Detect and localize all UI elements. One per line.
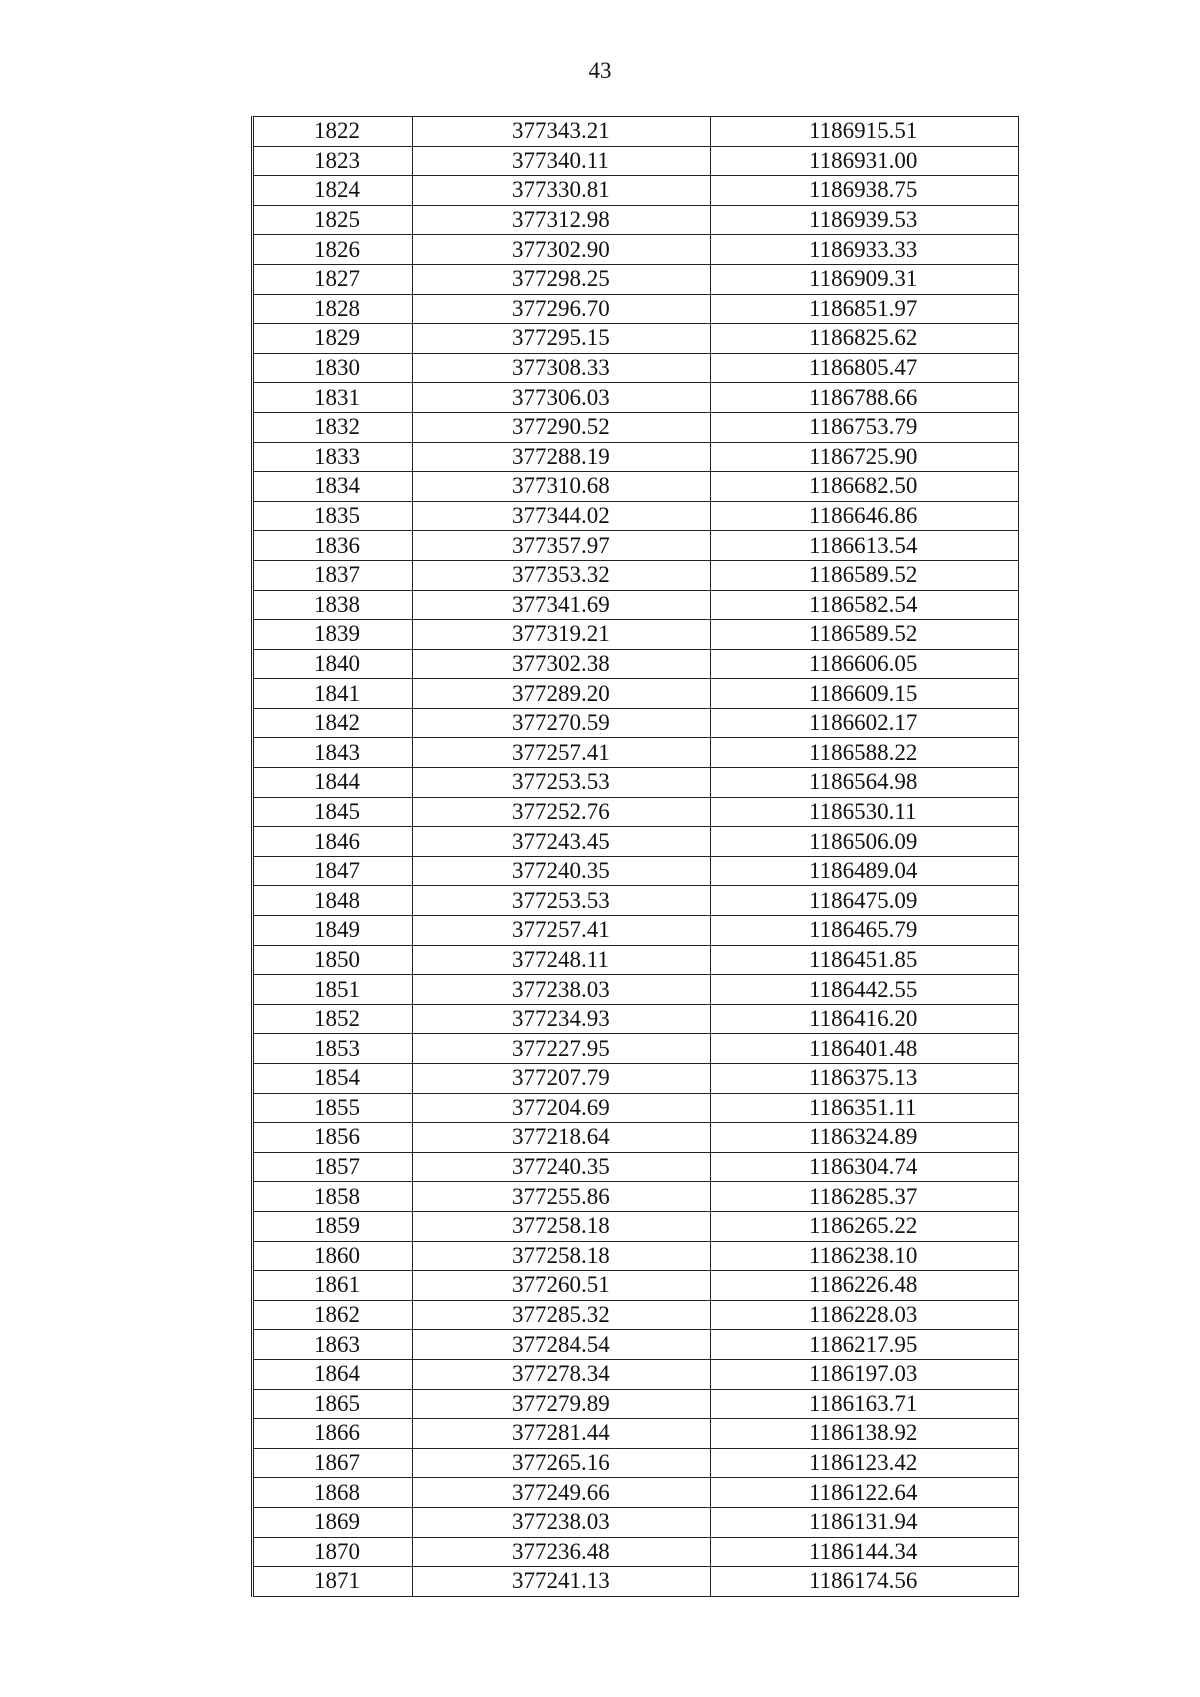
x-coordinate-cell: 377243.45 (413, 827, 711, 857)
table-row (253, 1093, 1019, 1123)
x-coordinate-cell: 377319.21 (413, 620, 711, 650)
table-row (253, 1241, 1019, 1271)
point-number-cell: 1842 (253, 708, 413, 738)
table-row (253, 324, 1019, 354)
table-row (253, 1211, 1019, 1241)
y-coordinate-cell: 1186646.86 (711, 501, 1019, 531)
x-coordinate-cell: 377344.02 (413, 501, 711, 531)
table-row (253, 1478, 1019, 1508)
point-number-cell: 1841 (253, 679, 413, 709)
x-coordinate-cell: 377236.48 (413, 1537, 711, 1567)
table-row (253, 916, 1019, 946)
x-coordinate-cell: 377257.41 (413, 916, 711, 946)
table-row (253, 1034, 1019, 1064)
point-number-cell: 1853 (253, 1034, 413, 1064)
x-coordinate-cell: 377310.68 (413, 472, 711, 502)
x-coordinate-cell: 377281.44 (413, 1419, 711, 1449)
x-coordinate-cell: 377255.86 (413, 1182, 711, 1212)
table-row (253, 264, 1019, 294)
x-coordinate-cell: 377258.18 (413, 1211, 711, 1241)
table-row (253, 1123, 1019, 1153)
y-coordinate-cell: 1186589.52 (711, 620, 1019, 650)
point-number-cell: 1869 (253, 1507, 413, 1537)
y-coordinate-cell: 1186909.31 (711, 264, 1019, 294)
y-coordinate-cell: 1186939.53 (711, 205, 1019, 235)
y-coordinate-cell: 1186122.64 (711, 1478, 1019, 1508)
point-number-cell: 1856 (253, 1123, 413, 1153)
point-number-cell: 1826 (253, 235, 413, 265)
table-row (253, 146, 1019, 176)
x-coordinate-cell: 377253.53 (413, 886, 711, 916)
x-coordinate-cell: 377258.18 (413, 1241, 711, 1271)
point-number-cell: 1865 (253, 1389, 413, 1419)
x-coordinate-cell: 377248.11 (413, 945, 711, 975)
point-number-cell: 1852 (253, 1004, 413, 1034)
x-coordinate-cell: 377249.66 (413, 1478, 711, 1508)
y-coordinate-cell: 1186401.48 (711, 1034, 1019, 1064)
point-number-cell: 1855 (253, 1093, 413, 1123)
y-coordinate-cell: 1186416.20 (711, 1004, 1019, 1034)
x-coordinate-cell: 377302.38 (413, 649, 711, 679)
x-coordinate-cell: 377265.16 (413, 1448, 711, 1478)
y-coordinate-cell: 1186226.48 (711, 1271, 1019, 1301)
x-coordinate-cell: 377227.95 (413, 1034, 711, 1064)
x-coordinate-cell: 377240.35 (413, 1152, 711, 1182)
table-row (253, 1507, 1019, 1537)
table-row (253, 1537, 1019, 1567)
y-coordinate-cell: 1186138.92 (711, 1419, 1019, 1449)
x-coordinate-cell: 377260.51 (413, 1271, 711, 1301)
x-coordinate-cell: 377312.98 (413, 205, 711, 235)
y-coordinate-cell: 1186606.05 (711, 649, 1019, 679)
y-coordinate-cell: 1186144.34 (711, 1537, 1019, 1567)
point-number-cell: 1832 (253, 412, 413, 442)
table-row (253, 620, 1019, 650)
point-number-cell: 1831 (253, 383, 413, 413)
point-number-cell: 1840 (253, 649, 413, 679)
point-number-cell: 1861 (253, 1271, 413, 1301)
point-number-cell: 1846 (253, 827, 413, 857)
y-coordinate-cell: 1186238.10 (711, 1241, 1019, 1271)
x-coordinate-cell: 377238.03 (413, 1507, 711, 1537)
point-number-cell: 1835 (253, 501, 413, 531)
table-row (253, 708, 1019, 738)
y-coordinate-cell: 1186725.90 (711, 442, 1019, 472)
table-row (253, 1152, 1019, 1182)
point-number-cell: 1839 (253, 620, 413, 650)
y-coordinate-cell: 1186931.00 (711, 146, 1019, 176)
x-coordinate-cell: 377218.64 (413, 1123, 711, 1153)
point-number-cell: 1837 (253, 560, 413, 590)
point-number-cell: 1870 (253, 1537, 413, 1567)
table-row (253, 1389, 1019, 1419)
y-coordinate-cell: 1186602.17 (711, 708, 1019, 738)
table-row (253, 679, 1019, 709)
table-row (253, 827, 1019, 857)
x-coordinate-cell: 377341.69 (413, 590, 711, 620)
y-coordinate-cell: 1186588.22 (711, 738, 1019, 768)
x-coordinate-cell: 377278.34 (413, 1359, 711, 1389)
table-row (253, 442, 1019, 472)
x-coordinate-cell: 377252.76 (413, 797, 711, 827)
point-number-cell: 1863 (253, 1330, 413, 1360)
y-coordinate-cell: 1186324.89 (711, 1123, 1019, 1153)
y-coordinate-cell: 1186938.75 (711, 176, 1019, 206)
y-coordinate-cell: 1186163.71 (711, 1389, 1019, 1419)
x-coordinate-cell: 377330.81 (413, 176, 711, 206)
x-coordinate-cell: 377204.69 (413, 1093, 711, 1123)
table-row (253, 176, 1019, 206)
table-row (253, 1064, 1019, 1094)
y-coordinate-cell: 1186805.47 (711, 353, 1019, 383)
y-coordinate-cell: 1186131.94 (711, 1507, 1019, 1537)
x-coordinate-cell: 377343.21 (413, 117, 711, 147)
point-number-cell: 1823 (253, 146, 413, 176)
table-row (253, 649, 1019, 679)
y-coordinate-cell: 1186475.09 (711, 886, 1019, 916)
y-coordinate-cell: 1186613.54 (711, 531, 1019, 561)
y-coordinate-cell: 1186506.09 (711, 827, 1019, 857)
table-row (253, 768, 1019, 798)
point-number-cell: 1830 (253, 353, 413, 383)
point-number-cell: 1867 (253, 1448, 413, 1478)
x-coordinate-cell: 377302.90 (413, 235, 711, 265)
x-coordinate-cell: 377298.25 (413, 264, 711, 294)
point-number-cell: 1824 (253, 176, 413, 206)
y-coordinate-cell: 1186375.13 (711, 1064, 1019, 1094)
y-coordinate-cell: 1186753.79 (711, 412, 1019, 442)
table-row (253, 353, 1019, 383)
y-coordinate-cell: 1186564.98 (711, 768, 1019, 798)
y-coordinate-cell: 1186530.11 (711, 797, 1019, 827)
y-coordinate-cell: 1186609.15 (711, 679, 1019, 709)
table-row (253, 1359, 1019, 1389)
table-body (253, 117, 1019, 1597)
point-number-cell: 1868 (253, 1478, 413, 1508)
y-coordinate-cell: 1186228.03 (711, 1300, 1019, 1330)
point-number-cell: 1850 (253, 945, 413, 975)
point-number-cell: 1864 (253, 1359, 413, 1389)
table-row (253, 1300, 1019, 1330)
y-coordinate-cell: 1186451.85 (711, 945, 1019, 975)
point-number-cell: 1848 (253, 886, 413, 916)
x-coordinate-cell: 377253.53 (413, 768, 711, 798)
table-row (253, 738, 1019, 768)
y-coordinate-cell: 1186933.33 (711, 235, 1019, 265)
table-row (253, 294, 1019, 324)
y-coordinate-cell: 1186582.54 (711, 590, 1019, 620)
y-coordinate-cell: 1186788.66 (711, 383, 1019, 413)
table-row (253, 472, 1019, 502)
x-coordinate-cell: 377241.13 (413, 1567, 711, 1597)
x-coordinate-cell: 377357.97 (413, 531, 711, 561)
y-coordinate-cell: 1186682.50 (711, 472, 1019, 502)
x-coordinate-cell: 377353.32 (413, 560, 711, 590)
point-number-cell: 1845 (253, 797, 413, 827)
table-row (253, 1182, 1019, 1212)
table-row (253, 1448, 1019, 1478)
y-coordinate-cell: 1186351.11 (711, 1093, 1019, 1123)
table-row (253, 1271, 1019, 1301)
point-number-cell: 1849 (253, 916, 413, 946)
table-row (253, 501, 1019, 531)
x-coordinate-cell: 377289.20 (413, 679, 711, 709)
x-coordinate-cell: 377340.11 (413, 146, 711, 176)
table-row (253, 531, 1019, 561)
point-number-cell: 1844 (253, 768, 413, 798)
point-number-cell: 1862 (253, 1300, 413, 1330)
point-number-cell: 1851 (253, 975, 413, 1005)
table-row (253, 117, 1019, 147)
point-number-cell: 1822 (253, 117, 413, 147)
y-coordinate-cell: 1186442.55 (711, 975, 1019, 1005)
point-number-cell: 1860 (253, 1241, 413, 1271)
y-coordinate-cell: 1186589.52 (711, 560, 1019, 590)
point-number-cell: 1836 (253, 531, 413, 561)
x-coordinate-cell: 377285.32 (413, 1300, 711, 1330)
point-number-cell: 1857 (253, 1152, 413, 1182)
point-number-cell: 1828 (253, 294, 413, 324)
table-row (253, 235, 1019, 265)
x-coordinate-cell: 377240.35 (413, 856, 711, 886)
y-coordinate-cell: 1186217.95 (711, 1330, 1019, 1360)
x-coordinate-cell: 377308.33 (413, 353, 711, 383)
x-coordinate-cell: 377295.15 (413, 324, 711, 354)
point-number-cell: 1843 (253, 738, 413, 768)
point-number-cell: 1866 (253, 1419, 413, 1449)
table-row (253, 1567, 1019, 1597)
point-number-cell: 1825 (253, 205, 413, 235)
y-coordinate-cell: 1186304.74 (711, 1152, 1019, 1182)
x-coordinate-cell: 377306.03 (413, 383, 711, 413)
table-row (253, 856, 1019, 886)
coordinates-table (251, 116, 1019, 1597)
point-number-cell: 1834 (253, 472, 413, 502)
table-row (253, 797, 1019, 827)
y-coordinate-cell: 1186825.62 (711, 324, 1019, 354)
x-coordinate-cell: 377257.41 (413, 738, 711, 768)
point-number-cell: 1827 (253, 264, 413, 294)
table-row (253, 886, 1019, 916)
point-number-cell: 1858 (253, 1182, 413, 1212)
y-coordinate-cell: 1186265.22 (711, 1211, 1019, 1241)
point-number-cell: 1854 (253, 1064, 413, 1094)
table-row (253, 945, 1019, 975)
page-number: 43 (588, 58, 612, 83)
x-coordinate-cell: 377288.19 (413, 442, 711, 472)
table-row (253, 1330, 1019, 1360)
table-row (253, 590, 1019, 620)
table-row (253, 412, 1019, 442)
point-number-cell: 1847 (253, 856, 413, 886)
x-coordinate-cell: 377238.03 (413, 975, 711, 1005)
point-number-cell: 1833 (253, 442, 413, 472)
x-coordinate-cell: 377234.93 (413, 1004, 711, 1034)
point-number-cell: 1829 (253, 324, 413, 354)
table-row (253, 1004, 1019, 1034)
table-row (253, 383, 1019, 413)
x-coordinate-cell: 377290.52 (413, 412, 711, 442)
y-coordinate-cell: 1186851.97 (711, 294, 1019, 324)
y-coordinate-cell: 1186123.42 (711, 1448, 1019, 1478)
x-coordinate-cell: 377207.79 (413, 1064, 711, 1094)
y-coordinate-cell: 1186915.51 (711, 117, 1019, 147)
table-row (253, 205, 1019, 235)
point-number-cell: 1838 (253, 590, 413, 620)
y-coordinate-cell: 1186174.56 (711, 1567, 1019, 1597)
point-number-cell: 1871 (253, 1567, 413, 1597)
y-coordinate-cell: 1186489.04 (711, 856, 1019, 886)
x-coordinate-cell: 377296.70 (413, 294, 711, 324)
point-number-cell: 1859 (253, 1211, 413, 1241)
x-coordinate-cell: 377270.59 (413, 708, 711, 738)
table-row (253, 975, 1019, 1005)
y-coordinate-cell: 1186197.03 (711, 1359, 1019, 1389)
x-coordinate-cell: 377279.89 (413, 1389, 711, 1419)
table-row (253, 560, 1019, 590)
y-coordinate-cell: 1186285.37 (711, 1182, 1019, 1212)
y-coordinate-cell: 1186465.79 (711, 916, 1019, 946)
x-coordinate-cell: 377284.54 (413, 1330, 711, 1360)
table-row (253, 1419, 1019, 1449)
